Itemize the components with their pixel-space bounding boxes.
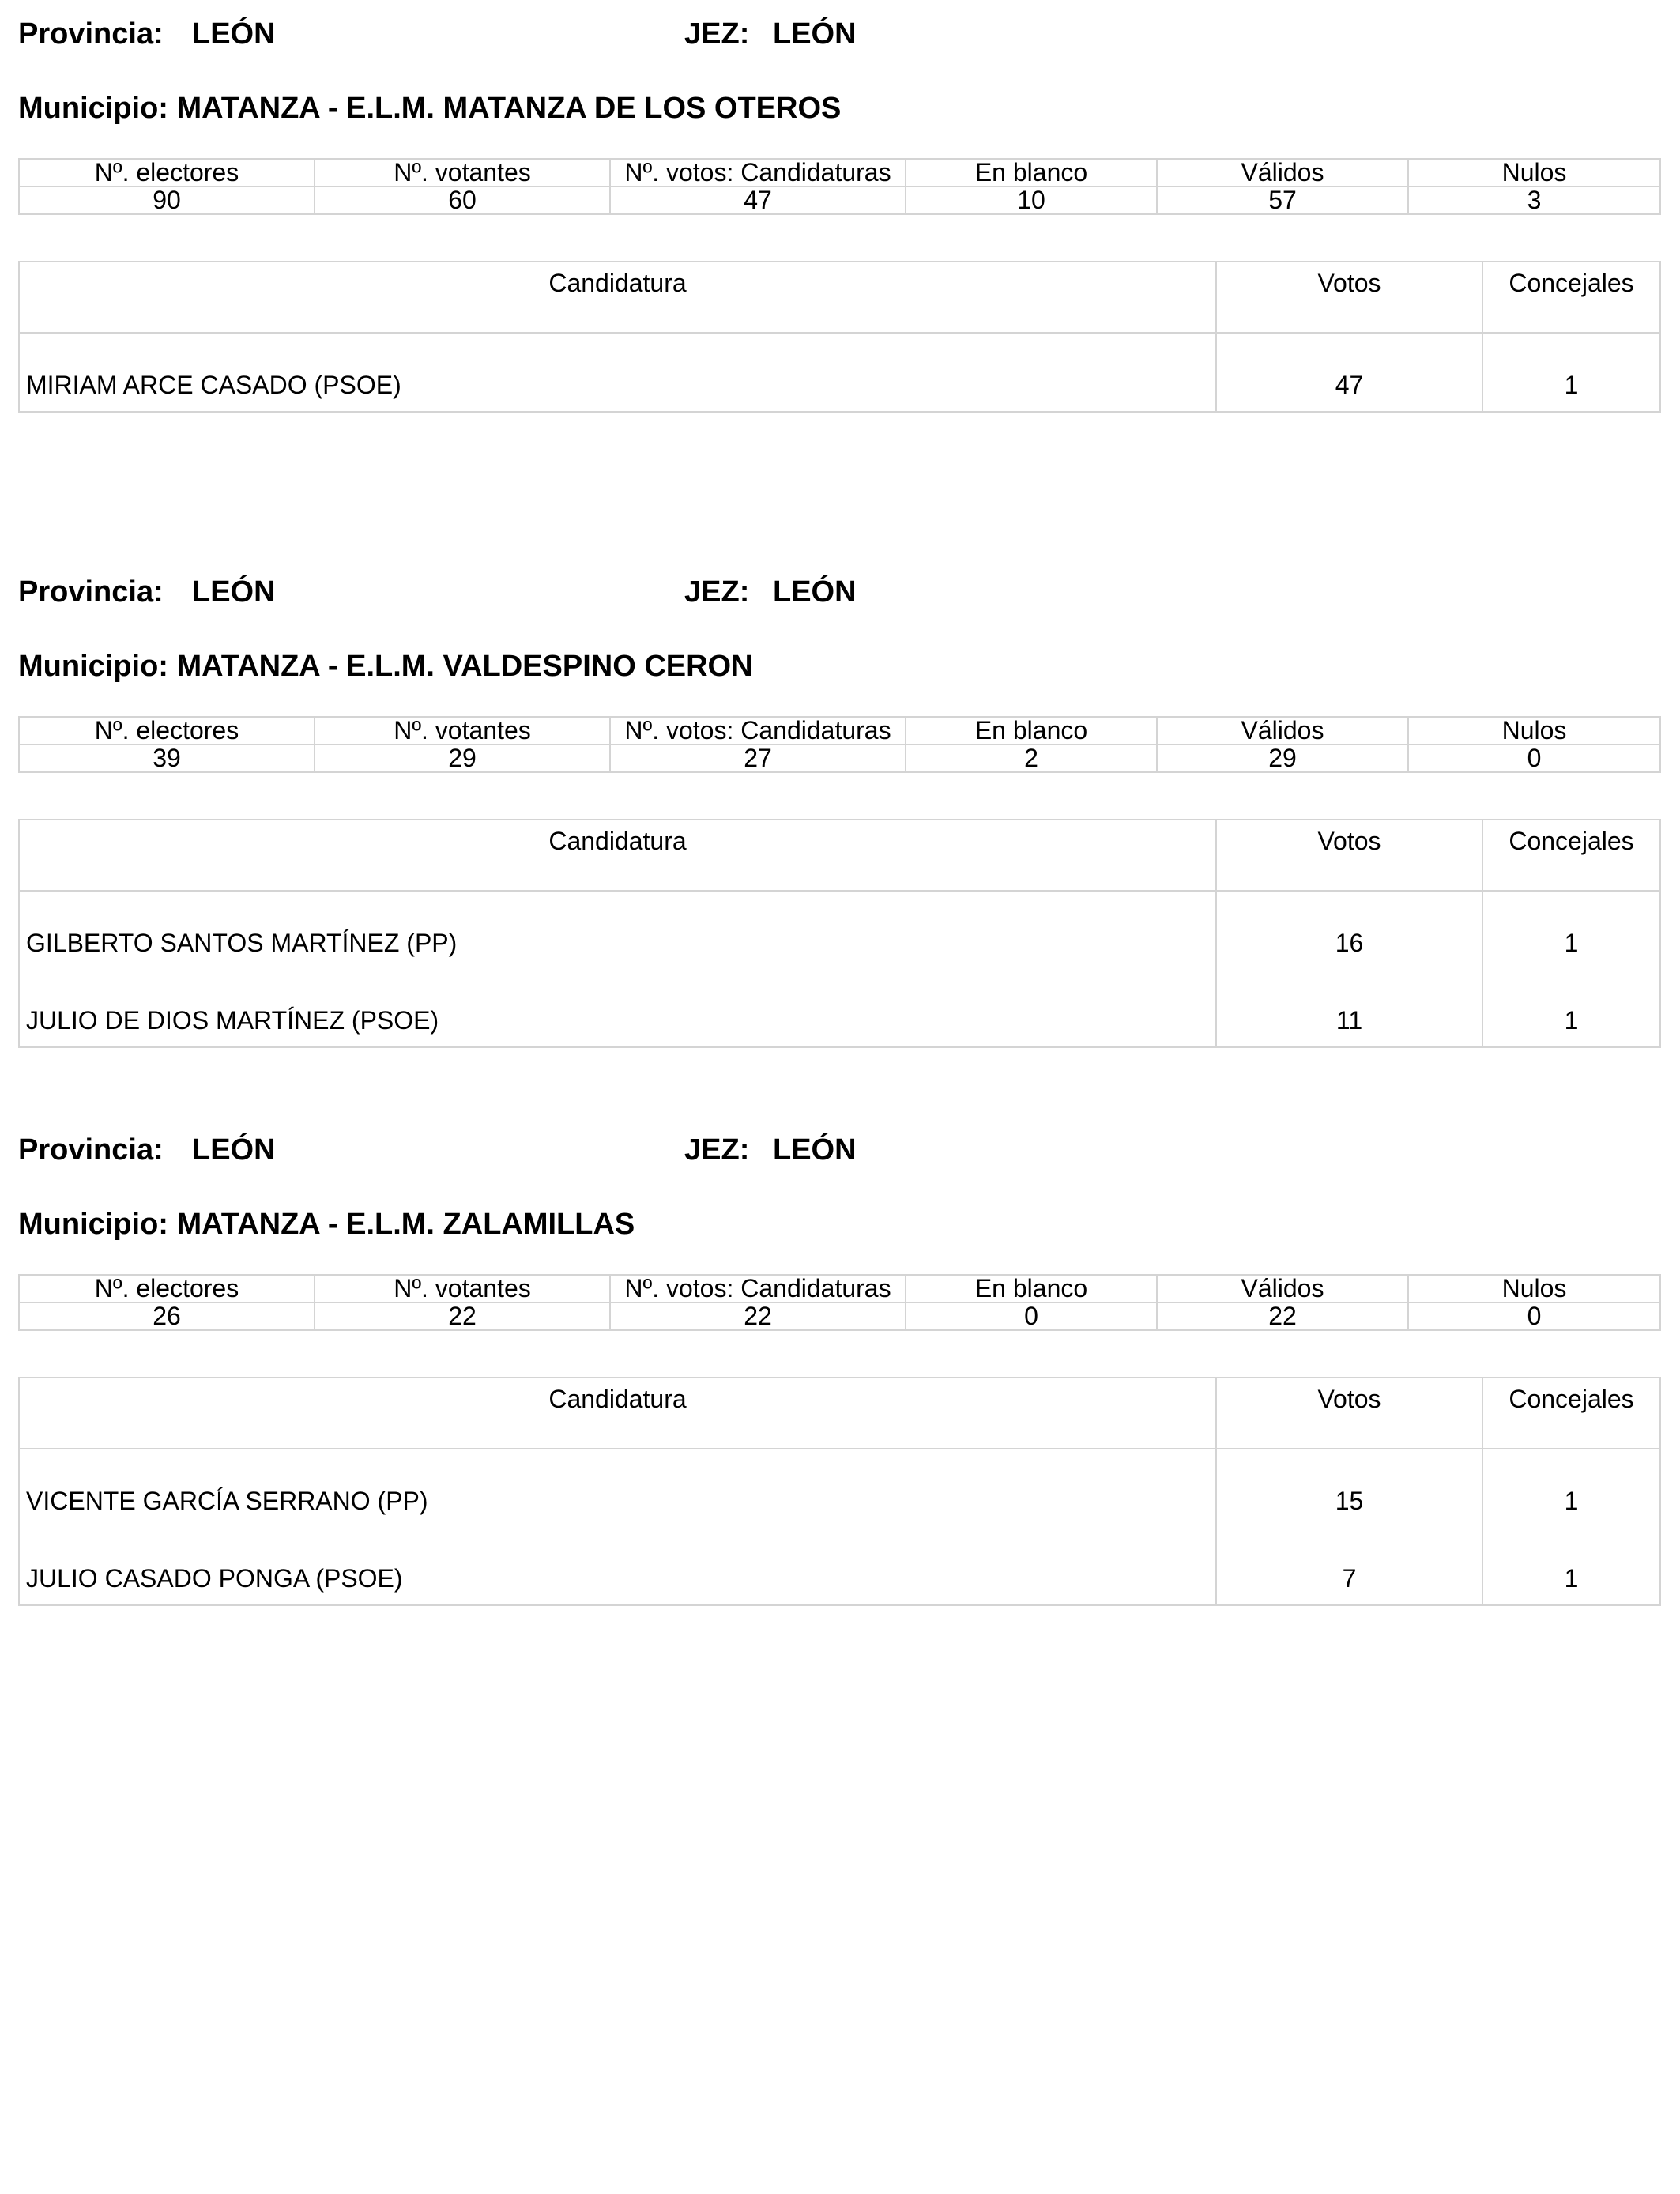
municipio-heading bbox=[18, 1208, 635, 1242]
stats-value-cell: 39 bbox=[19, 745, 315, 772]
stats-header-cell: En blanco bbox=[906, 159, 1157, 187]
stats-value-cell: 90 bbox=[19, 187, 315, 214]
stats-header-cell: Nº. electores bbox=[19, 1275, 315, 1302]
stats-header-cell: Nº. votos: Candidaturas bbox=[610, 1275, 906, 1302]
candidate-concejales: 1 bbox=[1482, 1449, 1660, 1527]
stats-value-cell: 57 bbox=[1157, 187, 1408, 214]
municipio-label: Municipio: bbox=[18, 92, 168, 125]
candidates-table bbox=[18, 261, 1661, 413]
stats-value-cell: 0 bbox=[1408, 745, 1660, 772]
concejales-header: Concejales bbox=[1482, 262, 1660, 333]
stats-header-cell: Válidos bbox=[1157, 717, 1408, 745]
stats-header-cell: Válidos bbox=[1157, 1275, 1408, 1302]
stats-table bbox=[18, 158, 1661, 215]
municipio-value: MATANZA - E.L.M. VALDESPINO CERON bbox=[176, 650, 753, 683]
stats-header-cell: Nº. electores bbox=[19, 717, 315, 745]
stats-table bbox=[18, 716, 1661, 773]
stats-header-cell: Nº. votos: Candidaturas bbox=[610, 717, 906, 745]
jez-label: JEZ: bbox=[684, 17, 750, 51]
provincia-value: LEÓN bbox=[192, 575, 276, 609]
table-row bbox=[19, 1449, 1660, 1527]
candidate-name: MIRIAM ARCE CASADO (PSOE) bbox=[19, 333, 1216, 412]
provincia-label: Provincia: bbox=[18, 575, 164, 609]
stats-value-cell: 29 bbox=[1157, 745, 1408, 772]
stats-value-cell: 22 bbox=[315, 1302, 610, 1330]
municipio-heading bbox=[18, 650, 753, 684]
stats-header-cell: Nulos bbox=[1408, 717, 1660, 745]
section-header bbox=[18, 17, 1659, 65]
stats-header-cell: Nº. votantes bbox=[315, 159, 610, 187]
provincia-label: Provincia: bbox=[18, 17, 164, 51]
stats-value-cell: 22 bbox=[1157, 1302, 1408, 1330]
results-section-2 bbox=[18, 575, 1659, 1035]
candidate-concejales: 1 bbox=[1482, 1527, 1660, 1605]
provincia-label: Provincia: bbox=[18, 1133, 164, 1167]
stats-header-row bbox=[19, 159, 1660, 187]
candidate-votos: 7 bbox=[1216, 1527, 1482, 1605]
stats-value-cell: 10 bbox=[906, 187, 1157, 214]
results-section-1 bbox=[18, 17, 1659, 397]
stats-value-cell: 26 bbox=[19, 1302, 315, 1330]
stats-header-row bbox=[19, 717, 1660, 745]
candidatura-header: Candidatura bbox=[19, 1378, 1216, 1449]
stats-value-cell: 3 bbox=[1408, 187, 1660, 214]
stats-value-cell: 2 bbox=[906, 745, 1157, 772]
table-row bbox=[19, 969, 1660, 1047]
candidate-votos: 11 bbox=[1216, 969, 1482, 1047]
candidatura-header: Candidatura bbox=[19, 820, 1216, 891]
votos-header: Votos bbox=[1216, 262, 1482, 333]
municipio-heading bbox=[18, 92, 841, 126]
municipio-label: Municipio: bbox=[18, 1208, 168, 1241]
stats-header-cell: En blanco bbox=[906, 1275, 1157, 1302]
candidate-name: GILBERTO SANTOS MARTÍNEZ (PP) bbox=[19, 891, 1216, 969]
section-header bbox=[18, 1133, 1659, 1181]
stats-header-cell: Nº. votos: Candidaturas bbox=[610, 159, 906, 187]
table-row bbox=[19, 1527, 1660, 1605]
stats-header-cell: Nº. votantes bbox=[315, 1275, 610, 1302]
candidatura-header: Candidatura bbox=[19, 262, 1216, 333]
provincia-value: LEÓN bbox=[192, 1133, 276, 1167]
candidate-name: VICENTE GARCÍA SERRANO (PP) bbox=[19, 1449, 1216, 1527]
provincia-value: LEÓN bbox=[192, 17, 276, 51]
stats-header-cell: Nº. votantes bbox=[315, 717, 610, 745]
candidates-header-row bbox=[19, 262, 1660, 333]
results-section-3 bbox=[18, 1133, 1659, 1593]
concejales-header: Concejales bbox=[1482, 820, 1660, 891]
stats-header-row bbox=[19, 1275, 1660, 1302]
section-header bbox=[18, 575, 1659, 623]
jez-value: LEÓN bbox=[773, 575, 857, 609]
candidate-name: JULIO CASADO PONGA (PSOE) bbox=[19, 1527, 1216, 1605]
candidate-votos: 16 bbox=[1216, 891, 1482, 969]
stats-header-cell: Nº. electores bbox=[19, 159, 315, 187]
stats-value-row bbox=[19, 1302, 1660, 1330]
jez-value: LEÓN bbox=[773, 1133, 857, 1167]
stats-table bbox=[18, 1274, 1661, 1331]
municipio-value: MATANZA - E.L.M. MATANZA DE LOS OTEROS bbox=[176, 92, 842, 125]
candidates-header-row bbox=[19, 820, 1660, 891]
jez-label: JEZ: bbox=[684, 575, 750, 609]
stats-value-cell: 27 bbox=[610, 745, 906, 772]
stats-header-cell: Válidos bbox=[1157, 159, 1408, 187]
municipio-value: MATANZA - E.L.M. ZALAMILLAS bbox=[176, 1208, 635, 1241]
stats-value-cell: 0 bbox=[1408, 1302, 1660, 1330]
votos-header: Votos bbox=[1216, 820, 1482, 891]
candidate-votos: 15 bbox=[1216, 1449, 1482, 1527]
stats-value-cell: 29 bbox=[315, 745, 610, 772]
candidates-table bbox=[18, 819, 1661, 1048]
stats-header-cell: En blanco bbox=[906, 717, 1157, 745]
jez-label: JEZ: bbox=[684, 1133, 750, 1167]
stats-value-cell: 22 bbox=[610, 1302, 906, 1330]
votos-header: Votos bbox=[1216, 1378, 1482, 1449]
municipio-label: Municipio: bbox=[18, 650, 168, 683]
candidate-name: JULIO DE DIOS MARTÍNEZ (PSOE) bbox=[19, 969, 1216, 1047]
candidate-votos: 47 bbox=[1216, 333, 1482, 412]
jez-value: LEÓN bbox=[773, 17, 857, 51]
table-row bbox=[19, 333, 1660, 412]
candidates-header-row bbox=[19, 1378, 1660, 1449]
candidate-concejales: 1 bbox=[1482, 333, 1660, 412]
stats-value-row bbox=[19, 745, 1660, 772]
table-row bbox=[19, 891, 1660, 969]
stats-header-cell: Nulos bbox=[1408, 159, 1660, 187]
candidates-table bbox=[18, 1377, 1661, 1606]
stats-value-cell: 60 bbox=[315, 187, 610, 214]
stats-value-cell: 47 bbox=[610, 187, 906, 214]
candidate-concejales: 1 bbox=[1482, 891, 1660, 969]
stats-value-cell: 0 bbox=[906, 1302, 1157, 1330]
candidate-concejales: 1 bbox=[1482, 969, 1660, 1047]
stats-value-row bbox=[19, 187, 1660, 214]
concejales-header: Concejales bbox=[1482, 1378, 1660, 1449]
stats-header-cell: Nulos bbox=[1408, 1275, 1660, 1302]
